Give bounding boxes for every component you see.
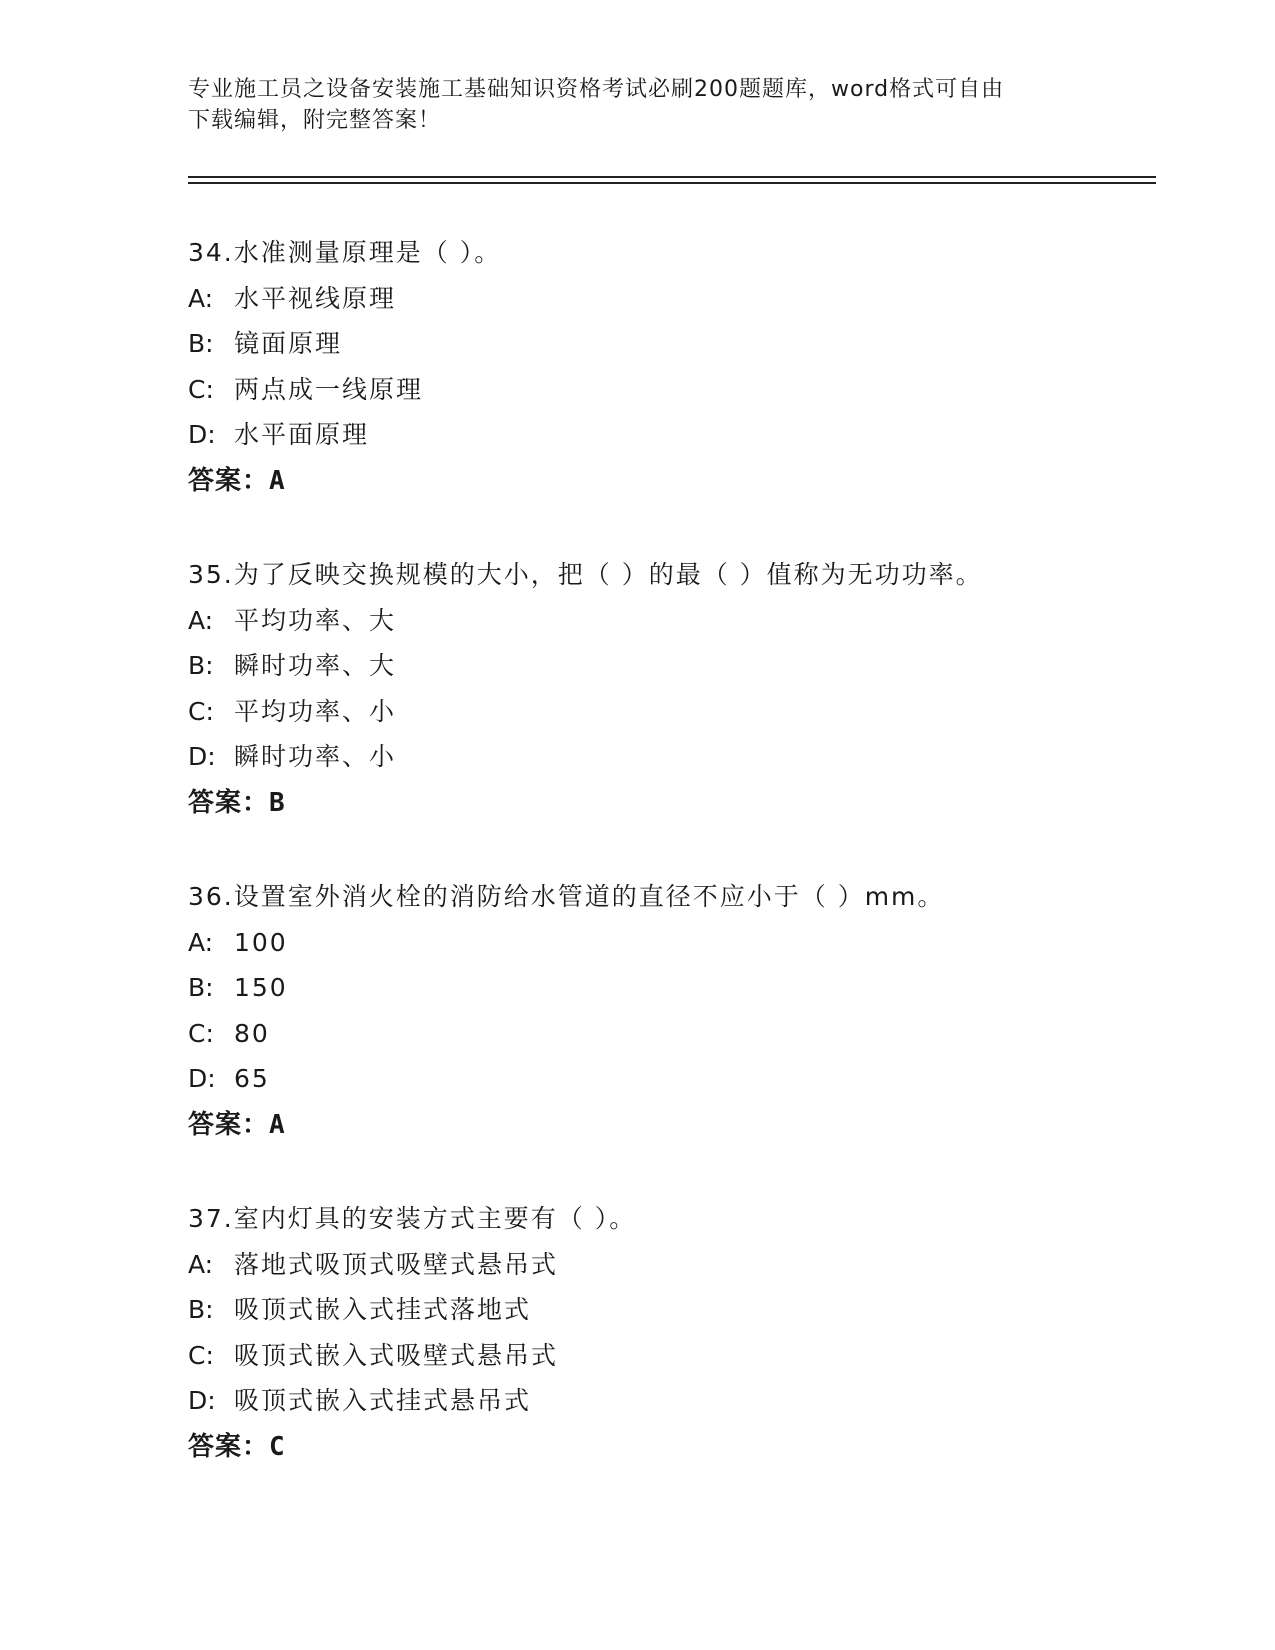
option-b [188,973,1148,1019]
option-letter: A: [188,283,214,313]
option-letter: A: [188,1249,214,1279]
question-list [188,238,1148,1526]
answer-line [188,788,1148,834]
option-letter: B: [188,329,214,358]
option-text: 落地式吸顶式吸壁式悬吊式 [234,1249,559,1279]
option-b [188,1295,1148,1341]
option-letter: B: [188,1295,214,1324]
question-36 [188,882,1148,1204]
answer-line [188,1432,1148,1478]
option-text: 100 [234,927,288,957]
option-d [188,420,1148,466]
option-letter: C: [188,696,214,726]
option-text: 吸顶式嵌入式挂式悬吊式 [234,1386,532,1415]
document-header [188,74,1088,136]
option-letter: D: [188,742,216,771]
header-divider-top [188,176,1156,178]
question-34 [188,238,1148,560]
question-35 [188,560,1148,882]
question-stem: 36.设置室外消火栓的消防给水管道的直径不应小于（ ）mm。 [188,882,945,911]
option-text: 瞬时功率、小 [234,742,397,771]
option-c [188,1341,1148,1387]
option-text: 水平视线原理 [234,283,397,313]
option-c [188,697,1148,743]
question-stem: 35.为了反映交换规模的大小，把（ ）的最（ ）值称为无功功率。 [188,560,983,589]
option-text: 65 [234,1064,270,1093]
option-letter: B: [188,651,214,680]
option-c [188,1019,1148,1065]
option-text: 镜面原理 [234,329,343,358]
answer-label: 答案： [188,787,270,818]
option-d [188,742,1148,788]
option-letter: C: [188,1018,214,1048]
option-letter: D: [188,1064,216,1093]
option-letter: B: [188,973,214,1002]
option-text: 水平面原理 [234,420,370,449]
option-letter: A: [188,927,214,957]
header-line-2: 下载编辑，附完整答案！ [188,108,442,133]
option-text: 两点成一线原理 [234,374,424,404]
question-37 [188,1204,1148,1526]
option-text: 吸顶式嵌入式吸壁式悬吊式 [234,1340,559,1370]
option-b [188,651,1148,697]
option-a [188,606,1148,652]
option-letter: D: [188,1386,216,1415]
answer-value: A [269,465,286,496]
option-d [188,1064,1148,1110]
header-divider-bottom [188,182,1156,184]
option-a [188,1250,1148,1296]
answer-label: 答案： [188,1109,270,1140]
option-text: 平均功率、小 [234,696,397,726]
option-text: 瞬时功率、大 [234,651,397,680]
option-text: 80 [234,1018,270,1048]
answer-label: 答案： [188,465,270,496]
option-letter: C: [188,1340,214,1370]
answer-label: 答案： [188,1431,270,1462]
option-c [188,375,1148,421]
answer-value: B [269,787,286,818]
answer-value: A [269,1109,286,1140]
header-line-1: 专业施工员之设备安装施工基础知识资格考试必刷200题题库，word格式可自由 [188,77,1005,102]
answer-line [188,1110,1148,1156]
option-text: 吸顶式嵌入式挂式落地式 [234,1295,532,1324]
option-a [188,284,1148,330]
option-text: 平均功率、大 [234,605,397,635]
option-b [188,329,1148,375]
option-d [188,1386,1148,1432]
option-letter: C: [188,374,214,404]
answer-line [188,466,1148,512]
option-a [188,928,1148,974]
answer-value: C [269,1431,286,1462]
option-letter: D: [188,420,216,449]
option-letter: A: [188,605,214,635]
question-stem: 37.室内灯具的安装方式主要有（ ）。 [188,1204,637,1233]
option-text: 150 [234,973,288,1002]
question-stem: 34.水准测量原理是（ ）。 [188,238,502,267]
